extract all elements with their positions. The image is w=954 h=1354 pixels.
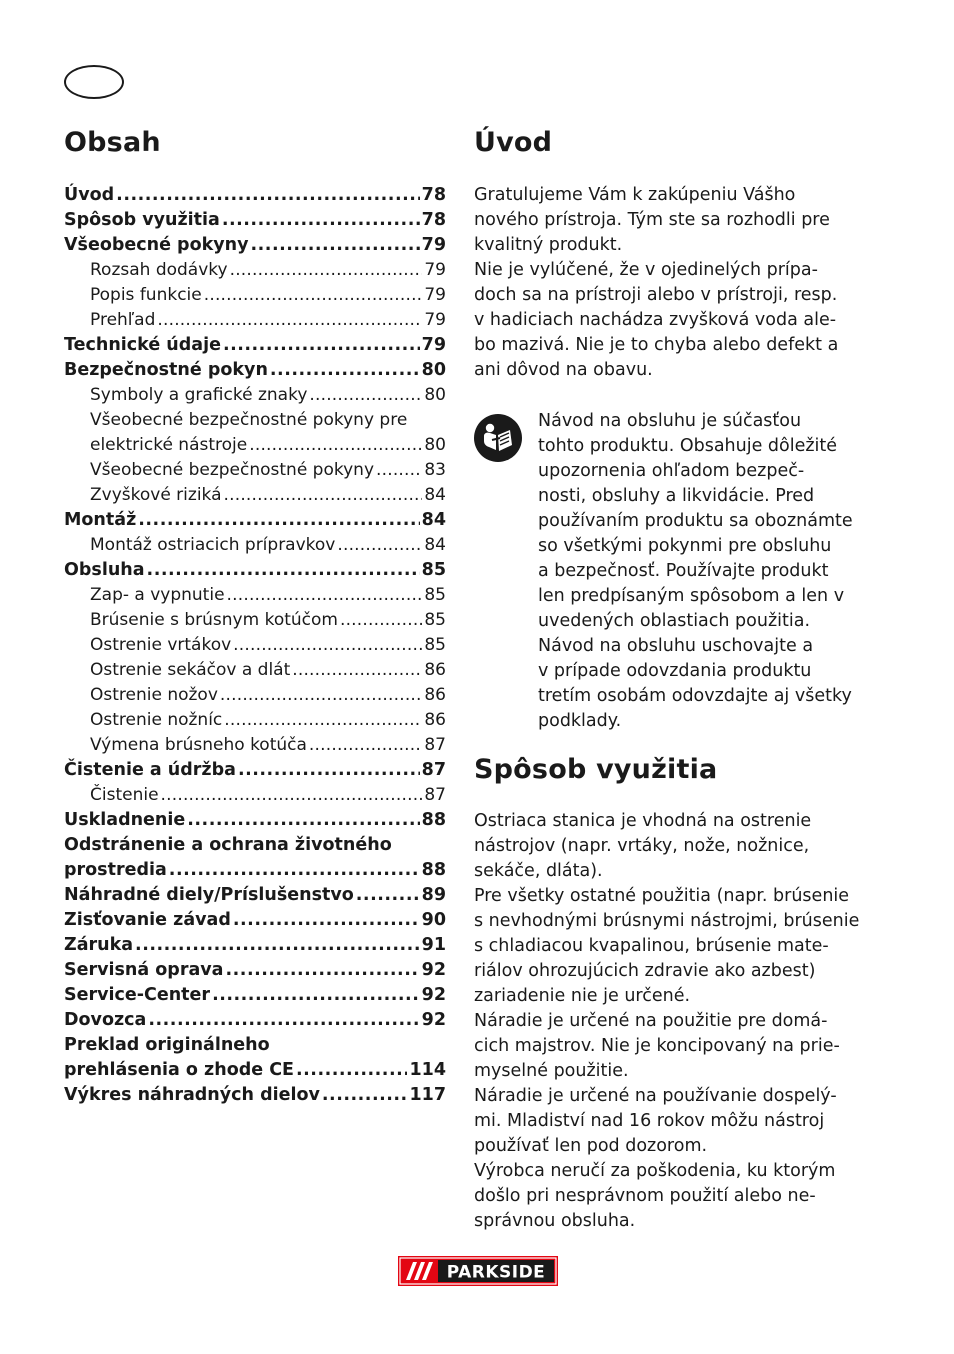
- toc-entry-title: Bezpečnostné pokyn: [64, 360, 268, 380]
- toc-dot-leader: [309, 383, 422, 408]
- text-line: s nevhodnými brúsnymi nástrojmi, brúsenie: [474, 911, 860, 931]
- toc-entry-page: 86: [424, 685, 446, 705]
- toc-entry-title: prehlásenia o zhode CE: [64, 1060, 295, 1080]
- toc-entry-page: 83: [424, 460, 446, 480]
- toc-dot-leader: [238, 758, 420, 783]
- text-line: sekáče, dláta).: [474, 861, 603, 881]
- toc-entry: [64, 808, 446, 833]
- toc-dot-leader: [296, 1058, 407, 1083]
- toc-entry-title: Service-Center: [64, 985, 211, 1005]
- toc-entry-title: Výkres náhradných dielov: [64, 1085, 320, 1105]
- toc-entry-title: elektrické nástroje: [90, 435, 248, 455]
- toc-entry-page: 92: [421, 1010, 446, 1030]
- sposob-paragraph: [474, 809, 859, 1234]
- toc-entry-title: Výmena brúsneho kotúča: [90, 735, 307, 755]
- toc-dot-leader: [187, 808, 419, 833]
- toc-heading: Obsah: [64, 127, 161, 158]
- toc-entry-page: 88: [421, 860, 446, 880]
- text-line: a bezpečnosť. Používajte produkt: [538, 561, 829, 581]
- toc-dot-leader: [148, 1008, 419, 1033]
- toc-entry-title: Preklad originálneho: [64, 1035, 270, 1055]
- toc-entry-title: Ostrenie sekáčov a dlát: [90, 660, 291, 680]
- toc-dot-leader: [233, 633, 422, 658]
- text-line: so všetkými pokynmi pre obsluhu: [538, 536, 832, 556]
- toc-dot-leader: [157, 308, 422, 333]
- toc-entry-title: Zvyškové riziká: [90, 485, 222, 505]
- toc-entry: [64, 658, 446, 683]
- toc-dot-leader: [249, 433, 422, 458]
- toc-entry-page: 90: [421, 910, 446, 930]
- toc-entry: [64, 558, 446, 583]
- text-line: cich majstrov. Nie je koncipovaný na prie-: [474, 1036, 840, 1056]
- text-line: Návod na obsluhu je súčasťou: [538, 411, 802, 431]
- toc-entry: [64, 1058, 446, 1083]
- toc-dot-leader: [138, 508, 419, 533]
- toc-entry: [64, 308, 446, 333]
- text-line: nosti, obsluhy a likvidácie. Pred: [538, 486, 815, 506]
- toc-entry: [64, 283, 446, 308]
- toc-entry-page: 117: [409, 1085, 446, 1105]
- text-line: nového prístroja. Tým ste sa rozhodli pre: [474, 210, 830, 230]
- toc-entry-page: 85: [421, 560, 446, 580]
- toc-entry: [64, 533, 446, 558]
- toc-dot-leader: [116, 183, 419, 208]
- toc-dot-leader: [356, 883, 420, 908]
- toc-entry: [64, 483, 446, 508]
- toc-entry-page: 84: [424, 485, 446, 505]
- toc-entry: [64, 933, 446, 958]
- toc-entry-title: Montáž: [64, 510, 137, 530]
- toc-entry: [64, 408, 446, 433]
- toc-entry: [64, 608, 446, 633]
- toc-entry-title: Náhradné diely/Príslušenstvo: [64, 885, 354, 905]
- toc-dot-leader: [161, 783, 423, 808]
- toc-entry-title: Všeobecné pokyny: [64, 235, 249, 255]
- toc-dot-leader: [222, 208, 420, 233]
- text-line: doch sa na prístroji alebo v prístroji, resp.: [474, 285, 838, 305]
- toc-entry: [64, 508, 446, 533]
- text-line: nástrojov (napr. vrtáky, nože, nožnice,: [474, 836, 810, 856]
- toc-dot-leader: [337, 533, 422, 558]
- toc-entry: [64, 733, 446, 758]
- text-line: podklady.: [538, 711, 622, 731]
- toc-entry-title: prostredia: [64, 860, 167, 880]
- table-of-contents: [64, 183, 446, 1108]
- toc-entry: [64, 758, 446, 783]
- toc-entry-page: 87: [424, 735, 446, 755]
- toc-entry-page: 79: [424, 285, 446, 305]
- toc-dot-leader: [309, 733, 422, 758]
- toc-entry-page: 114: [409, 1060, 446, 1080]
- toc-entry-title: Uskladnenie: [64, 810, 186, 830]
- toc-entry: [64, 833, 446, 858]
- toc-entry-page: 91: [421, 935, 446, 955]
- text-line: Návod na obsluhu uschovajte a: [538, 636, 814, 656]
- toc-dot-leader: [212, 983, 420, 1008]
- toc-entry: [64, 983, 446, 1008]
- toc-entry-page: 92: [421, 960, 446, 980]
- toc-entry-page: 84: [424, 535, 446, 555]
- manual-notice-paragraph: [538, 409, 853, 734]
- toc-dot-leader: [226, 958, 420, 983]
- toc-entry: [64, 208, 446, 233]
- toc-entry: [64, 633, 446, 658]
- text-line: myselné použitie.: [474, 1061, 629, 1081]
- toc-entry-title: Zisťovanie závad: [64, 910, 231, 930]
- toc-entry-page: 92: [421, 985, 446, 1005]
- toc-dot-leader: [220, 683, 422, 708]
- toc-entry-title: Brúsenie s brúsnym kotúčom: [90, 610, 338, 630]
- toc-dot-leader: [376, 458, 422, 483]
- toc-entry-page: 86: [424, 660, 446, 680]
- toc-entry-page: 88: [421, 810, 446, 830]
- read-manual-icon: [474, 414, 522, 462]
- toc-entry-title: Popis funkcie: [90, 285, 202, 305]
- toc-entry: [64, 583, 446, 608]
- text-line: mi. Mladiství nad 16 rokov môžu nástroj: [474, 1111, 825, 1131]
- toc-dot-leader: [322, 1083, 408, 1108]
- uvod-paragraph: [474, 183, 838, 383]
- text-line: s chladiacou kvapalinou, brúsenie mate-: [474, 936, 829, 956]
- toc-entry-page: 87: [421, 760, 446, 780]
- text-line: v hadiciach nachádza zvyšková voda ale-: [474, 310, 837, 330]
- toc-entry: [64, 783, 446, 808]
- text-line: Výrobca neručí za poškodenia, ku ktorým: [474, 1161, 836, 1181]
- text-line: uvedených oblastiach použitia.: [538, 611, 811, 631]
- toc-entry: [64, 358, 446, 383]
- toc-entry: [64, 858, 446, 883]
- brand-name: PARKSIDE: [446, 1262, 546, 1283]
- sposob-heading: Spôsob využitia: [474, 754, 718, 785]
- toc-entry: [64, 1008, 446, 1033]
- toc-entry-page: 80: [424, 435, 446, 455]
- toc-entry: [64, 333, 446, 358]
- toc-dot-leader: [223, 333, 420, 358]
- toc-dot-leader: [340, 608, 422, 633]
- text-line: Ostriaca stanica je vhodná na ostrenie: [474, 811, 812, 831]
- text-line: Náradie je určené na používanie dospelý-: [474, 1086, 837, 1106]
- toc-entry-page: 84: [421, 510, 446, 530]
- toc-entry-title: Symboly a grafické znaky: [90, 385, 308, 405]
- toc-entry-page: 78: [421, 210, 446, 230]
- text-line: bo mazivá. Nie je to chyba alebo defekt a: [474, 335, 839, 355]
- toc-entry-title: Rozsah dodávky: [90, 260, 228, 280]
- toc-entry-title: Odstránenie a ochrana životného: [64, 835, 392, 855]
- toc-entry-title: Ostrenie nožníc: [90, 710, 223, 730]
- uvod-heading: Úvod: [474, 127, 553, 158]
- toc-dot-leader: [230, 258, 423, 283]
- toc-dot-leader: [233, 908, 420, 933]
- toc-entry: [64, 233, 446, 258]
- toc-dot-leader: [251, 233, 420, 258]
- text-line: správnou obsluha.: [474, 1211, 636, 1231]
- text-line: v prípade odovzdania produktu: [538, 661, 812, 681]
- text-line: Pre všetky ostatné použitia (napr. brúsenie: [474, 886, 850, 906]
- toc-entry-title: Prehľad: [90, 310, 156, 330]
- toc-entry-title: Obsluha: [64, 560, 145, 580]
- toc-entry-page: 79: [421, 335, 446, 355]
- toc-entry: [64, 458, 446, 483]
- toc-dot-leader: [204, 283, 423, 308]
- toc-entry-title: Úvod: [64, 185, 115, 205]
- text-line: kvalitný produkt.: [474, 235, 623, 255]
- text-line: upozornenia ohľadom bezpeč-: [538, 461, 805, 481]
- toc-entry-page: 80: [421, 360, 446, 380]
- toc-entry-page: 86: [424, 710, 446, 730]
- toc-entry: [64, 1083, 446, 1108]
- toc-entry-page: 80: [424, 385, 446, 405]
- toc-entry-title: Čistenie: [90, 785, 159, 805]
- toc-dot-leader: [292, 658, 422, 683]
- toc-entry: [64, 908, 446, 933]
- toc-entry-page: 85: [424, 585, 446, 605]
- text-line: Gratulujeme Vám k zakúpeniu Vášho: [474, 185, 796, 205]
- toc-entry-page: 79: [421, 235, 446, 255]
- toc-entry-title: Technické údaje: [64, 335, 221, 355]
- toc-entry-title: Dovozca: [64, 1010, 147, 1030]
- toc-entry-title: Servisná oprava: [64, 960, 224, 980]
- toc-entry: [64, 183, 446, 208]
- toc-entry-page: 85: [424, 635, 446, 655]
- toc-dot-leader: [224, 483, 423, 508]
- toc-entry: [64, 958, 446, 983]
- toc-entry: [64, 383, 446, 408]
- toc-dot-leader: [135, 933, 420, 958]
- text-line: Nie je vylúčené, že v ojedinelých prípa-: [474, 260, 818, 280]
- toc-entry: [64, 883, 446, 908]
- toc-entry-title: Spôsob využitia: [64, 210, 220, 230]
- toc-entry-title: Ostrenie nožov: [90, 685, 218, 705]
- toc-entry-page: 78: [421, 185, 446, 205]
- toc-entry: [64, 258, 446, 283]
- toc-entry-page: 79: [424, 310, 446, 330]
- toc-entry-title: Všeobecné bezpečnostné pokyny pre: [90, 410, 408, 430]
- toc-dot-leader: [227, 583, 423, 608]
- language-code-badge: [64, 65, 124, 99]
- toc-dot-leader: [224, 708, 422, 733]
- text-line: tohto produktu. Obsahuje dôležité: [538, 436, 838, 456]
- text-line: používaním produktu sa oboznámte: [538, 511, 853, 531]
- text-line: riálov ohrozujúcich zdravie ako azbest): [474, 961, 816, 981]
- toc-entry: [64, 1033, 446, 1058]
- toc-entry-title: Ostrenie vrtákov: [90, 635, 232, 655]
- parkside-logo: [398, 1256, 558, 1286]
- toc-entry-title: Montáž ostriacich prípravkov: [90, 535, 336, 555]
- toc-entry-title: Zap- a vypnutie: [90, 585, 225, 605]
- text-line: tretím osobám odovzdajte aj všetky: [538, 686, 852, 706]
- toc-entry-title: Všeobecné bezpečnostné pokyny: [90, 460, 375, 480]
- toc-dot-leader: [147, 558, 420, 583]
- text-line: došlo pri nesprávnom použití alebo ne-: [474, 1186, 816, 1206]
- text-line: zariadenie nie je určené.: [474, 986, 691, 1006]
- toc-entry: [64, 433, 446, 458]
- toc-entry: [64, 708, 446, 733]
- text-line: používať len pod dozorom.: [474, 1136, 708, 1156]
- toc-entry-page: 85: [424, 610, 446, 630]
- text-line: Náradie je určené na použitie pre domá-: [474, 1011, 828, 1031]
- toc-entry-title: Záruka: [64, 935, 134, 955]
- toc-dot-leader: [270, 358, 420, 383]
- toc-dot-leader: [169, 858, 420, 883]
- toc-entry-page: 89: [421, 885, 446, 905]
- toc-entry-title: Čistenie a údržba: [64, 760, 236, 780]
- text-line: ani dôvod na obavu.: [474, 360, 653, 380]
- toc-entry-page: 87: [424, 785, 446, 805]
- toc-entry-page: 79: [424, 260, 446, 280]
- toc-entry: [64, 683, 446, 708]
- text-line: len predpísaným spôsobom a len v: [538, 586, 845, 606]
